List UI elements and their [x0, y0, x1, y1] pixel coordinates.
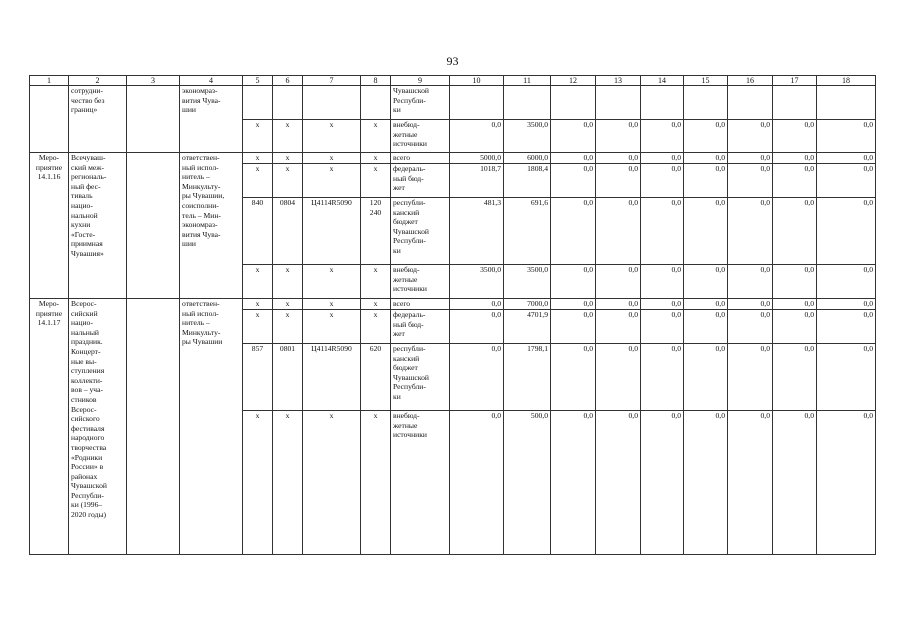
amount-cell: 0,0: [773, 344, 817, 411]
column-number-cell: 3: [127, 76, 180, 86]
column-number-cell: 15: [684, 76, 728, 86]
amount-cell: 0,0: [684, 153, 728, 164]
amount-cell: 0,0: [641, 411, 684, 555]
column-number-cell: 14: [641, 76, 684, 86]
grbs-code-cell: 840: [243, 198, 273, 265]
amount-cell: 0,0: [684, 344, 728, 411]
amount-cell: 5000,0: [450, 153, 504, 164]
amount-cell: [684, 86, 728, 120]
amount-cell: 0,0: [684, 411, 728, 555]
amount-cell: [504, 86, 551, 120]
event-name-cell: сотрудни- чество без границ»: [69, 86, 127, 153]
amount-cell: 0,0: [773, 265, 817, 299]
amount-cell: 0,0: [596, 198, 641, 265]
funding-source-cell: федераль- ный бюд- жет: [391, 164, 450, 198]
amount-cell: 1808,4: [504, 164, 551, 198]
amount-cell: 0,0: [450, 299, 504, 310]
amount-cell: 0,0: [596, 164, 641, 198]
amount-cell: 0,0: [450, 310, 504, 344]
amount-cell: 0,0: [728, 120, 773, 153]
table-row: [30, 299, 876, 310]
amount-cell: 500,0: [504, 411, 551, 555]
amount-cell: 0,0: [773, 164, 817, 198]
event-number-cell: Меро- приятие 14.1.17: [30, 299, 69, 555]
amount-cell: 0,0: [728, 344, 773, 411]
amount-cell: [551, 86, 596, 120]
section-code-cell: х: [273, 411, 303, 555]
amount-cell: 0,0: [728, 164, 773, 198]
amount-cell: 0,0: [773, 120, 817, 153]
column-number-cell: 4: [180, 76, 243, 86]
amount-cell: 0,0: [728, 265, 773, 299]
funding-source-cell: Чувашской Республи- ки: [391, 86, 450, 120]
column-number-cell: 12: [551, 76, 596, 86]
amount-cell: 0,0: [684, 198, 728, 265]
amount-cell: 0,0: [641, 265, 684, 299]
amount-cell: 481,3: [450, 198, 504, 265]
expense-type-cell: х: [361, 310, 391, 344]
amount-cell: 0,0: [596, 411, 641, 555]
grbs-code-cell: х: [243, 164, 273, 198]
amount-cell: 0,0: [641, 120, 684, 153]
program-cell: [127, 299, 180, 555]
amount-cell: 3500,0: [504, 120, 551, 153]
amount-cell: 0,0: [596, 153, 641, 164]
grbs-code-cell: х: [243, 411, 273, 555]
amount-cell: 0,0: [596, 265, 641, 299]
page-number: 93: [446, 54, 459, 68]
amount-cell: 1798,1: [504, 344, 551, 411]
amount-cell: 0,0: [596, 120, 641, 153]
amount-cell: 691,6: [504, 198, 551, 265]
executor-cell: ответствен- ный испол- нитель – Минкульту- ры Чувашии, соисполни- тель – Мин- экономраз- вития Чува- шии: [180, 153, 243, 299]
target-article-cell: х: [303, 153, 361, 164]
amount-cell: 0,0: [817, 344, 876, 411]
amount-cell: 3500,0: [504, 265, 551, 299]
section-code-cell: х: [273, 265, 303, 299]
amount-cell: 0,0: [728, 153, 773, 164]
program-cell: [127, 86, 180, 153]
amount-cell: 0,0: [551, 153, 596, 164]
funding-source-cell: республи- канский бюджет Чувашской Республи- ки: [391, 344, 450, 411]
column-number-cell: 17: [773, 76, 817, 86]
amount-cell: 7000,0: [504, 299, 551, 310]
amount-cell: 0,0: [641, 344, 684, 411]
amount-cell: 0,0: [551, 164, 596, 198]
grbs-code-cell: х: [243, 265, 273, 299]
grbs-code-cell: [243, 86, 273, 120]
amount-cell: 0,0: [551, 310, 596, 344]
amount-cell: 4701,9: [504, 310, 551, 344]
target-article-cell: х: [303, 265, 361, 299]
section-code-cell: х: [273, 153, 303, 164]
funding-source-cell: республи- канский бюджет Чувашской Республи- ки: [391, 198, 450, 265]
table-row: [30, 153, 876, 164]
amount-cell: 0,0: [817, 120, 876, 153]
grbs-code-cell: х: [243, 153, 273, 164]
funding-source-cell: внебюд- жетные источники: [391, 411, 450, 555]
budget-table: [29, 75, 876, 555]
amount-cell: 0,0: [817, 299, 876, 310]
target-article-cell: х: [303, 310, 361, 344]
amount-cell: 0,0: [817, 411, 876, 555]
amount-cell: 0,0: [641, 153, 684, 164]
amount-cell: 0,0: [684, 299, 728, 310]
amount-cell: 0,0: [773, 310, 817, 344]
executor-cell: экономраз- вития Чува- шии: [180, 86, 243, 153]
expense-type-cell: х: [361, 120, 391, 153]
amount-cell: [596, 86, 641, 120]
section-code-cell: [273, 86, 303, 120]
funding-source-cell: внебюд- жетные источники: [391, 120, 450, 153]
amount-cell: 0,0: [817, 198, 876, 265]
expense-type-cell: 620: [361, 344, 391, 411]
expense-type-cell: х: [361, 164, 391, 198]
column-number-row: [30, 76, 876, 86]
amount-cell: 0,0: [773, 153, 817, 164]
amount-cell: 1018,7: [450, 164, 504, 198]
grbs-code-cell: х: [243, 120, 273, 153]
amount-cell: 0,0: [551, 299, 596, 310]
target-article-cell: х: [303, 299, 361, 310]
amount-cell: 0,0: [684, 120, 728, 153]
section-code-cell: х: [273, 120, 303, 153]
amount-cell: [641, 86, 684, 120]
amount-cell: 0,0: [773, 299, 817, 310]
column-number-cell: 7: [303, 76, 361, 86]
column-number-cell: 6: [273, 76, 303, 86]
expense-type-cell: х: [361, 299, 391, 310]
target-article-cell: Ц4114R5090: [303, 344, 361, 411]
table-body: [30, 76, 876, 555]
amount-cell: 0,0: [596, 344, 641, 411]
amount-cell: 0,0: [641, 299, 684, 310]
amount-cell: [450, 86, 504, 120]
column-number-cell: 16: [728, 76, 773, 86]
target-article-cell: Ц4114R5090: [303, 198, 361, 265]
expense-type-cell: х: [361, 411, 391, 555]
amount-cell: 0,0: [450, 120, 504, 153]
column-number-cell: 8: [361, 76, 391, 86]
amount-cell: 6000,0: [504, 153, 551, 164]
section-code-cell: х: [273, 164, 303, 198]
section-code-cell: 0804: [273, 198, 303, 265]
event-name-cell: Всерос- сийский нацио- нальный праздник. Концерт- ные вы- ступления коллекти- вов – уча- стников Всерос- сийского фестиваля народного творчества «Родники России» в районах Чувашской Республи- ки (1996– 2020 годы): [69, 299, 127, 555]
event-number-cell: [30, 86, 69, 153]
amount-cell: 0,0: [551, 344, 596, 411]
event-number-cell: Меро- приятие 14.1.16: [30, 153, 69, 299]
column-number-cell: 11: [504, 76, 551, 86]
expense-type-cell: х: [361, 265, 391, 299]
amount-cell: 0,0: [817, 265, 876, 299]
funding-source-cell: всего: [391, 153, 450, 164]
amount-cell: 0,0: [641, 310, 684, 344]
column-number-cell: 18: [817, 76, 876, 86]
amount-cell: 0,0: [641, 198, 684, 265]
funding-source-cell: федераль- ный бюд- жет: [391, 310, 450, 344]
amount-cell: [773, 86, 817, 120]
amount-cell: 0,0: [684, 310, 728, 344]
amount-cell: 0,0: [817, 310, 876, 344]
program-cell: [127, 153, 180, 299]
amount-cell: 0,0: [728, 310, 773, 344]
expense-type-cell: х: [361, 153, 391, 164]
amount-cell: 0,0: [551, 198, 596, 265]
amount-cell: 0,0: [728, 299, 773, 310]
event-name-cell: Всечуваш- ский меж- региональ- ный фес- тиваль нацио- нальной кухни «Госте- приимная Чувашия»: [69, 153, 127, 299]
amount-cell: [817, 86, 876, 120]
amount-cell: 0,0: [817, 153, 876, 164]
column-number-cell: 9: [391, 76, 450, 86]
amount-cell: 0,0: [684, 164, 728, 198]
amount-cell: 3500,0: [450, 265, 504, 299]
grbs-code-cell: х: [243, 310, 273, 344]
section-code-cell: 0801: [273, 344, 303, 411]
section-code-cell: х: [273, 299, 303, 310]
amount-cell: 0,0: [450, 344, 504, 411]
column-number-cell: 10: [450, 76, 504, 86]
grbs-code-cell: 857: [243, 344, 273, 411]
amount-cell: 0,0: [773, 411, 817, 555]
grbs-code-cell: х: [243, 299, 273, 310]
amount-cell: 0,0: [551, 411, 596, 555]
funding-source-cell: внебюд- жетные источники: [391, 265, 450, 299]
expense-type-cell: 120 240: [361, 198, 391, 265]
expense-type-cell: [361, 86, 391, 120]
column-number-cell: 5: [243, 76, 273, 86]
amount-cell: 0,0: [596, 299, 641, 310]
target-article-cell: х: [303, 164, 361, 198]
amount-cell: 0,0: [773, 198, 817, 265]
column-number-cell: 1: [30, 76, 69, 86]
amount-cell: 0,0: [450, 411, 504, 555]
column-number-cell: 13: [596, 76, 641, 86]
amount-cell: 0,0: [728, 198, 773, 265]
target-article-cell: [303, 86, 361, 120]
amount-cell: 0,0: [596, 310, 641, 344]
amount-cell: [728, 86, 773, 120]
column-number-cell: 2: [69, 76, 127, 86]
amount-cell: 0,0: [684, 265, 728, 299]
amount-cell: 0,0: [641, 164, 684, 198]
executor-cell: ответствен- ный испол- нитель – Минкульту- ры Чувашии: [180, 299, 243, 555]
amount-cell: 0,0: [728, 411, 773, 555]
funding-source-cell: всего: [391, 299, 450, 310]
amount-cell: 0,0: [551, 120, 596, 153]
amount-cell: 0,0: [817, 164, 876, 198]
table-row: [30, 86, 876, 120]
section-code-cell: х: [273, 310, 303, 344]
target-article-cell: х: [303, 120, 361, 153]
amount-cell: 0,0: [551, 265, 596, 299]
target-article-cell: х: [303, 411, 361, 555]
